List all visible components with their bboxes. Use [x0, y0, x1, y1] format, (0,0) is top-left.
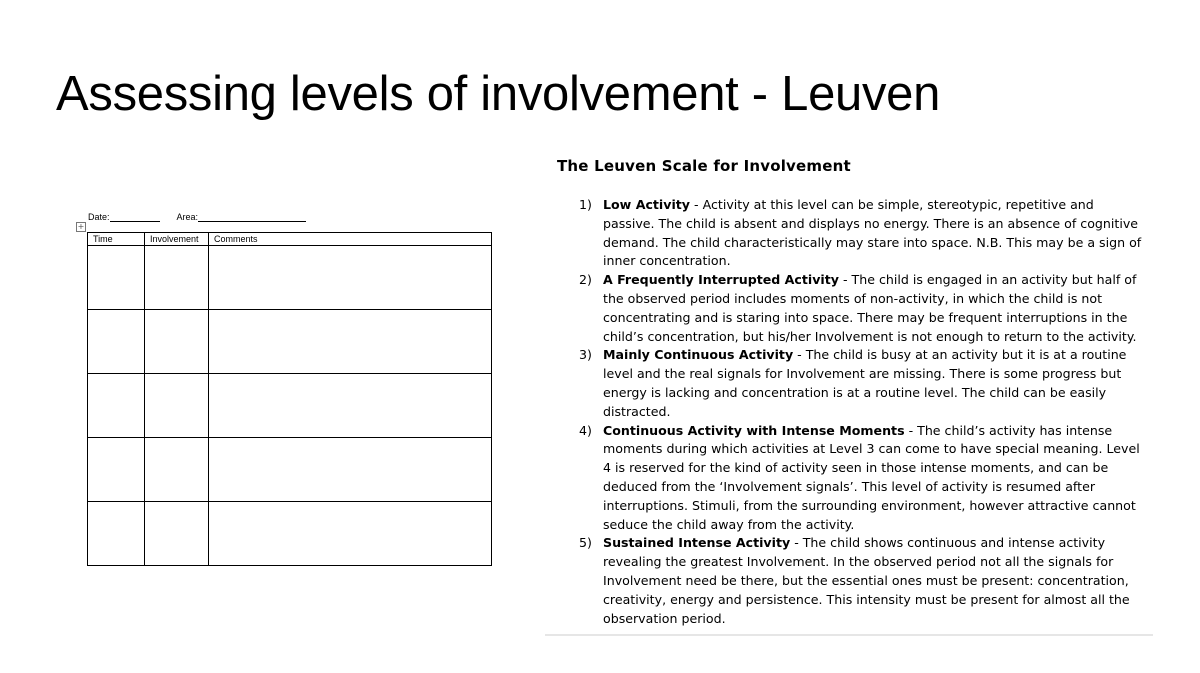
column-header-involvement: Involvement	[145, 233, 209, 246]
leuven-scale-panel	[545, 150, 1153, 636]
scale-list	[579, 196, 1149, 628]
time-cell[interactable]	[88, 246, 145, 310]
involvement-cell[interactable]	[145, 310, 209, 374]
table-row	[88, 502, 492, 566]
scale-item-name: Continuous Activity with Intense Moments	[603, 422, 905, 438]
involvement-cell[interactable]	[145, 246, 209, 310]
scale-item-description: - The child’s activity has intense moments during which activities at Level 3 can come to have special meaning. Level 4 is reserved for the kind of activity seen in those intense moments, and can be deduced from the ‘Involvement signals’. This level of activity is resumed after interruptions. Stimuli, from the surrounding environment, however attractive cannot seduce the child away from the activity.	[603, 422, 1140, 532]
scale-item-description: - The child is busy at an activity but it is at a routine level and the real signals for Involvement are missing. There is some progress but energy is lacking and concentration is at a routine level. The child can be easily distracted.	[603, 347, 1127, 419]
comments-cell[interactable]	[209, 246, 492, 310]
scale-item-level-2	[579, 271, 1149, 346]
scale-item-level-5	[579, 534, 1149, 628]
column-header-comments: Comments	[209, 233, 492, 246]
scale-item-description: - The child shows continuous and intense activity revealing the greatest Involvement. In the observed period not all the signals for Involvement need be there, but the essential ones must be present: concentration, creativity, energy and persistence. This intensity must be present for almost all the observation period.	[603, 535, 1130, 626]
time-cell[interactable]	[88, 438, 145, 502]
area-label: Area:	[176, 212, 199, 222]
column-header-time: Time	[88, 233, 145, 246]
scale-item-level-3	[579, 346, 1149, 421]
time-cell[interactable]	[88, 502, 145, 566]
table-move-handle-icon[interactable]: +	[77, 222, 85, 231]
involvement-cell[interactable]	[145, 438, 209, 502]
table-header-row	[88, 233, 492, 246]
observation-form	[74, 208, 494, 574]
scale-item-level-1	[579, 196, 1149, 271]
scale-item-number: 2)	[579, 272, 592, 288]
table-row	[88, 246, 492, 310]
involvement-cell[interactable]	[145, 502, 209, 566]
scale-item-name: Sustained Intense Activity	[603, 535, 791, 551]
scale-item-name: Mainly Continuous Activity	[603, 347, 794, 363]
table-row	[88, 438, 492, 502]
scale-item-number: 1)	[579, 197, 592, 212]
date-label: Date:	[88, 212, 110, 222]
comments-cell[interactable]	[209, 502, 492, 566]
area-blank-line	[198, 213, 306, 222]
scale-item-number: 3)	[579, 347, 592, 363]
scale-item-level-4	[579, 422, 1149, 535]
time-cell[interactable]	[88, 374, 145, 438]
time-cell[interactable]	[88, 310, 145, 374]
involvement-cell[interactable]	[145, 374, 209, 438]
date-blank-line	[110, 213, 160, 222]
scale-item-description: - The child is engaged in an activity but half of the observed period includes moments of non-activity, in which the child is not concentrating and is staring into space. There may be frequent interruptions in the child’s concentration, but his/her Involvement is not enough to return to the activity.	[603, 272, 1137, 344]
scale-item-number: 4)	[579, 422, 592, 438]
slide-title: Assessing levels of involvement - Leuven	[56, 67, 941, 121]
table-row	[88, 374, 492, 438]
comments-cell[interactable]	[209, 310, 492, 374]
observation-table	[87, 232, 492, 566]
comments-cell[interactable]	[209, 374, 492, 438]
table-row	[88, 310, 492, 374]
comments-cell[interactable]	[209, 438, 492, 502]
scale-item-number: 5)	[579, 535, 592, 551]
scale-item-name: Low Activity	[603, 197, 691, 212]
scale-heading: The Leuven Scale for Involvement	[557, 157, 851, 175]
form-header	[88, 212, 306, 222]
scale-item-name: A Frequently Interrupted Activity	[603, 272, 839, 288]
scale-item-description: - Activity at this level can be simple, stereotypic, repetitive and passive. The child is absent and displays no energy. There is an absence of cognitive demand. The child characteristically may stare into space. N.B. This may be a sign of inner concentration.	[603, 197, 1142, 269]
